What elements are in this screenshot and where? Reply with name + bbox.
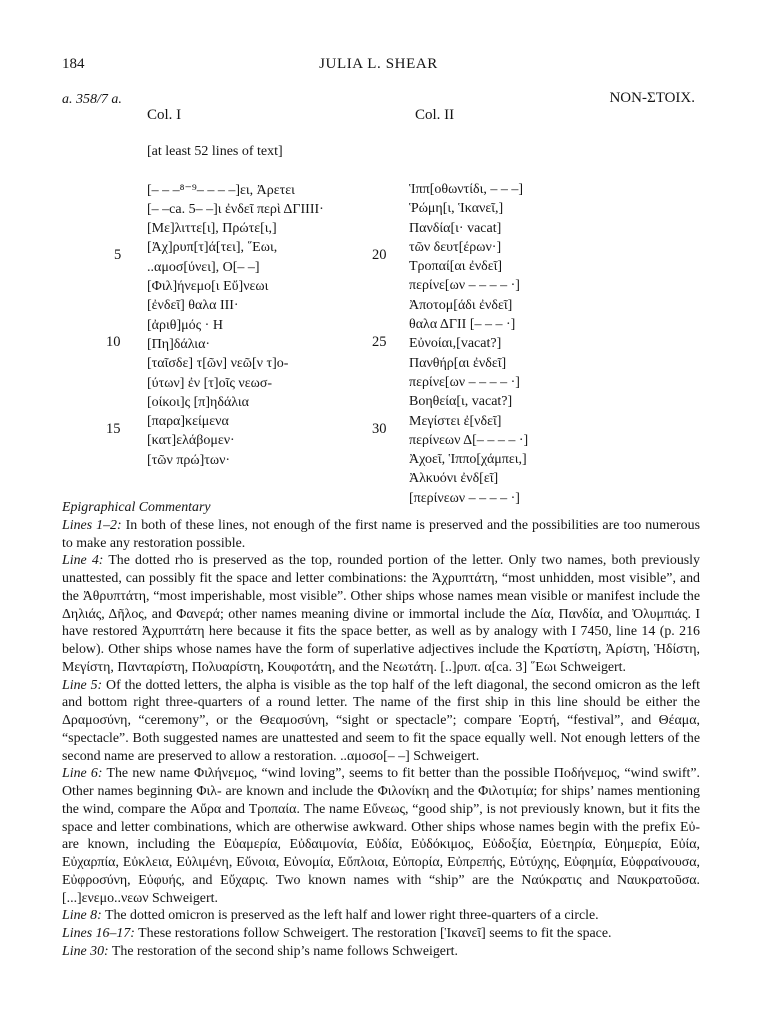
text-line: Εὐνοίαι,[vacat?] (409, 336, 502, 352)
text-line: περίνεων Δ[– – – – ·] (409, 432, 529, 448)
text-line: Ἀποτομ[άδι ἐνδεῖ] (409, 297, 513, 313)
entry-label: Line 4: (62, 553, 104, 569)
entry-text: The restoration of the second ship’s name follows Schweigert. (108, 943, 458, 959)
text-line: [περίνεων – – – – ·] (409, 490, 520, 506)
commentary-entry (62, 517, 700, 553)
text-line: Ἀλκυόνι ἐνδ[εῖ] (409, 471, 499, 487)
text-line: [ἀριθ]μός · Η (147, 317, 223, 333)
text-line: περίνε[ων – – – – ·] (409, 374, 520, 390)
line-number: 20 (372, 247, 387, 263)
entry-text: The new name Φιλήνεμος, “wind loving”, seems to fit better than the possible Ποδήνεμος, “wind swift”. Other names beginning Φιλ- are known and include the Φιλονίκη and the Φιλοτιμία; for ships’ names mentioning the wind, compare the Αὔρα and Τροπαία. The name Εὔνεως, “good ship”, is not previously known, but it fits the space and letter combinations, which are otherwise awkward. Other ships whose names begin with the prefix Εὐ- are known, including the Εὐαμερία, Εὐδαιμονία, Εὐδία, Εὐδόκιμος, Εὐδοξία, Εὐετηρία, Εὐημερία, Εὐία, Εὐχαρπία, Εὐκλεια, Εὐλιμένη, Εὔνοια, Εὐνομία, Εὔπλοια, Εὐπορία, Εὐπρεπής, Εὐτύχης, Εὐφημία, Εὐφραίνουσα, Εὐφροσύνη, Εὐφυής, and Εὔχαρις. Two known names with “ship” are the Ναύκρατις and Ναυκρατοῦσα. [...]ενεμο..νεων Schweigert. (62, 766, 700, 906)
text-line: [ἐνδεῖ] θαλα ΙΙΙ· (147, 298, 239, 314)
entry-text: The dotted rho is preserved as the top, rounded portion of the letter. Only two names, both previously unattested, can possibly fit the space and letter combinations: the Ἀχρυπτάτη, “most unhidden, most visible”, and the Ἀθρυπτάτη, “most imperishable, most visible”. Other ships whose names mean visible or manifest include the Δηλιάς, Δῆλος, and Φανερά; other names meaning divine or immortal include the Δία, Πανδία, and Ὀλυμπιάς. I have restored Ἀχρυπτάτη here because it fits the space better, as well as by analogy with I 7450, line 14 (p. 216 below). Other ships whose names have the form of superlative adjectives include the Κρατίστη, Ἀρίστη, Ἡδίστη, Μεγίστη, Πανταρίστη, Πολυαρίστη, Κουφοτάτη, and the Νεωτάτη. [..]ρυπ. α[ca. 3] ῞Εωι Schweigert. (62, 553, 700, 675)
column-1-heading: Col. I (147, 107, 182, 123)
line-number: 15 (106, 421, 121, 437)
entry-label: Lines 1–2: (62, 517, 122, 533)
text-line: [Φιλ]ήνεμο[ι Εὔ]νεωι (147, 279, 269, 295)
text-line: ..αμοσ[ύνει], Ο[– –] (147, 259, 260, 275)
column-1-text (147, 142, 324, 470)
text-line: περίνε[ων – – – – ·] (409, 278, 520, 294)
page-number: 184 (62, 56, 85, 72)
text-line: Ἱππ[οθωντίδι, – – –] (409, 182, 524, 197)
text-line: Ῥώμη[ι, Ἱκανεῖ,] (409, 201, 504, 217)
inscription-format: NON-ΣΤΟΙΧ. (609, 90, 695, 106)
line-number: 25 (372, 334, 387, 350)
commentary-entry (62, 552, 700, 676)
epigraphical-commentary (62, 499, 700, 961)
text-line: [– – –⁸⁻⁹– – – –]ει, Ἀρετει (147, 182, 295, 198)
commentary-heading: Epigraphical Commentary (62, 500, 211, 515)
text-line: Πανθήρ[αι ἐνδεῖ] (409, 355, 507, 371)
text-line: [ύτων] ἐν [τ]οῖς νεωσ- (147, 375, 273, 391)
text-line: Τροπαί[αι ἐνδεῖ] (409, 259, 503, 275)
entry-label: Lines 16–17: (62, 926, 135, 941)
text-line: Μεγίστει ἐ[νδεῖ] (409, 413, 502, 429)
commentary-entry (62, 943, 700, 961)
commentary-entry (62, 907, 700, 925)
text-line: [τῶν πρώ]των· (147, 452, 231, 468)
text-line: [ταῖσδε] τ[ῶν] νεῶ[ν τ]ο- (147, 356, 289, 372)
text-line: [οίκοι]ς [π]ηδάλια (147, 394, 250, 410)
text-line: [παρα]κείμενα (147, 414, 229, 430)
entry-text: The dotted omicron is preserved as the left half and lower right three-quarters of a circle. (101, 908, 599, 924)
text-line: Ἀχοεῖ, Ἱππο[χάμπει,] (409, 452, 527, 468)
commentary-entry (62, 677, 700, 766)
text-line: τῶν δευτ[έρων·] (409, 239, 502, 255)
text-line: [– –ca. 5– –]ι ἐνδεῖ περὶ ΔΓΙΙΙΙ· (147, 201, 324, 217)
text-line: [at least 52 lines of text] (147, 144, 283, 159)
text-line: Βοηθεία[ι, vacat?] (409, 394, 513, 410)
running-head: JULIA L. SHEAR (319, 56, 438, 72)
column-2-text (409, 180, 528, 508)
entry-label: Line 5: (62, 677, 103, 693)
entry-text: Of the dotted letters, the alpha is visible as the top half of the left diagonal, the second omicron as the left and bottom right three-quarters of a round letter. The name of the first ship in this line should be either the Δραμοσύνη, “ceremony”, or the Θεαμοσύνη, “sight or spectacle”; compare Ἑορτή, “festival”, and Θέαμα, “spectacle”. Both suggested names are unattested and seem to fit the space equally well. Not enough letters of the second name are preserved to allow a restoration. ..αμοσο[– –] Schweigert. (62, 677, 700, 764)
line-number: 10 (106, 334, 121, 350)
commentary-entry (62, 765, 700, 907)
entry-text: These restorations follow Schweigert. The restoration [Ἱκανεῖ] seems to fit the space. (134, 926, 612, 941)
text-line: [Ἀχ]ρυπ[τ]ά[τει], ῞Εωι, (147, 240, 278, 256)
line-number: 5 (114, 247, 122, 263)
text-line: [Με]λιττε[ι], Πρώτε[ι,] (147, 221, 277, 237)
text-line: [κατ]ελάβομεν· (147, 433, 235, 449)
entry-text: In both of these lines, not enough of the first name is preserved and the possibilities are too numerous to make any restoration possible. (62, 517, 700, 551)
entry-label: Line 8: (62, 908, 102, 924)
text-line (147, 161, 324, 180)
entry-label: Line 6: (62, 766, 103, 782)
text-line: [Πη]δάλια· (147, 336, 211, 352)
text-line: θαλα ΔΓΙΙ [– – – ·] (409, 317, 516, 333)
commentary-entry (62, 925, 700, 943)
text-line: Πανδία[ι· vacat] (409, 220, 502, 236)
column-2-heading: Col. II (415, 107, 455, 123)
line-number: 30 (372, 421, 387, 437)
inscription-reference: a. 358/7 a. (62, 92, 122, 107)
entry-label: Line 30: (62, 943, 109, 959)
